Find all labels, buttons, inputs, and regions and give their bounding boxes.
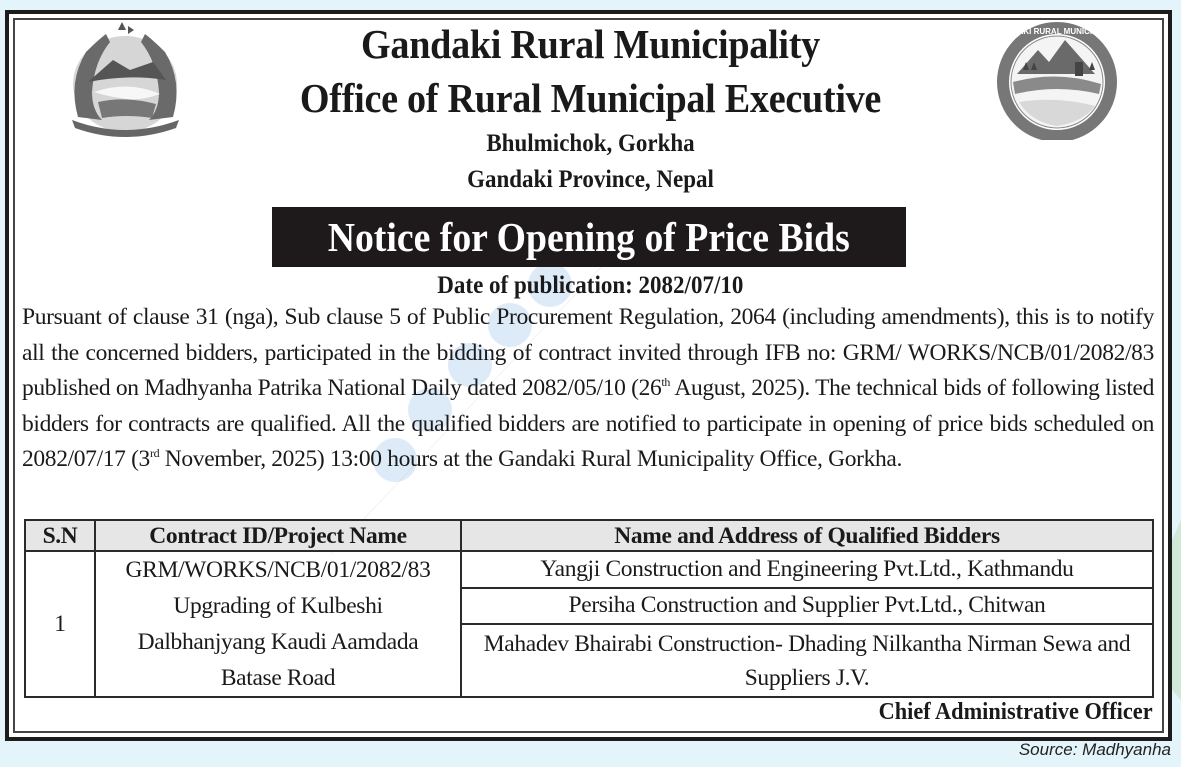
address-line-2: Gandaki Province, Nepal (467, 166, 714, 193)
bidder-cell: Yangji Construction and Engineering Pvt.Ltd., Kathmandu (461, 551, 1153, 588)
publication-date: Date of publication: 2082/07/10 (437, 272, 744, 299)
source-credit: Source: Madhyanha (1018, 740, 1171, 759)
signatory: Chief Administrative Officer (879, 699, 1153, 725)
bidder-cell: Persiha Construction and Supplier Pvt.Ltd., Chitwan (461, 588, 1153, 625)
contract-cell (95, 551, 461, 697)
table-row (25, 551, 1153, 588)
project-name-line: Dalbhanjyang Kaudi Aamdada (137, 629, 419, 655)
column-header-bidders: Name and Address of Qualified Bidders (461, 520, 1153, 551)
project-name-line: Upgrading of Kulbeshi (173, 593, 383, 619)
contract-id: GRM/WORKS/NCB/01/2082/83 (125, 557, 431, 583)
office-title: Office of Rural Municipal Executive (299, 75, 882, 121)
address-line-1: Bhulmichok, Gorkha (486, 130, 695, 157)
notice-title: Notice for Opening of Price Bids (327, 214, 851, 260)
seal-text: GANDAKI RURAL MUNICIPALITY (994, 27, 1120, 36)
bidder-cell: Mahadev Bhairabi Construction- Dhading Nilkantha Nirman Sewa and Suppliers J.V. (461, 624, 1153, 697)
column-header-sn: S.N (25, 520, 95, 551)
qualified-bidders-table (24, 519, 1154, 698)
column-header-contract: Contract ID/Project Name (95, 520, 461, 551)
project-name-line: Batase Road (220, 665, 336, 691)
page-edge-decoration (1172, 0, 1181, 767)
notice-body-paragraph: Pursuant of clause 31 (nga), Sub clause 5 of Public Procurement Regulation, 2064 (including amendments), this is to notify all the concerned bidders, participated in the bidding of contract invited through IFB no: GRM/ WORKS/NCB/01/2082/83 published on Madhyanha Patrika National Daily dated 2082/05/10 (26th August, 2025). The technical bids of following listed bidders for contracts are qualified. All the qualified bidders are notified to participate in opening of price bids scheduled on 2082/07/17 (3rd November, 2025) 13:00 hours at the Gandaki Rural Municipality Office, Gorkha. (22, 304, 1154, 472)
municipality-title: Gandaki Rural Municipality (361, 21, 820, 67)
notice-banner (272, 207, 906, 267)
table-header-row (25, 520, 1153, 551)
serial-number-cell: 1 (25, 551, 95, 697)
